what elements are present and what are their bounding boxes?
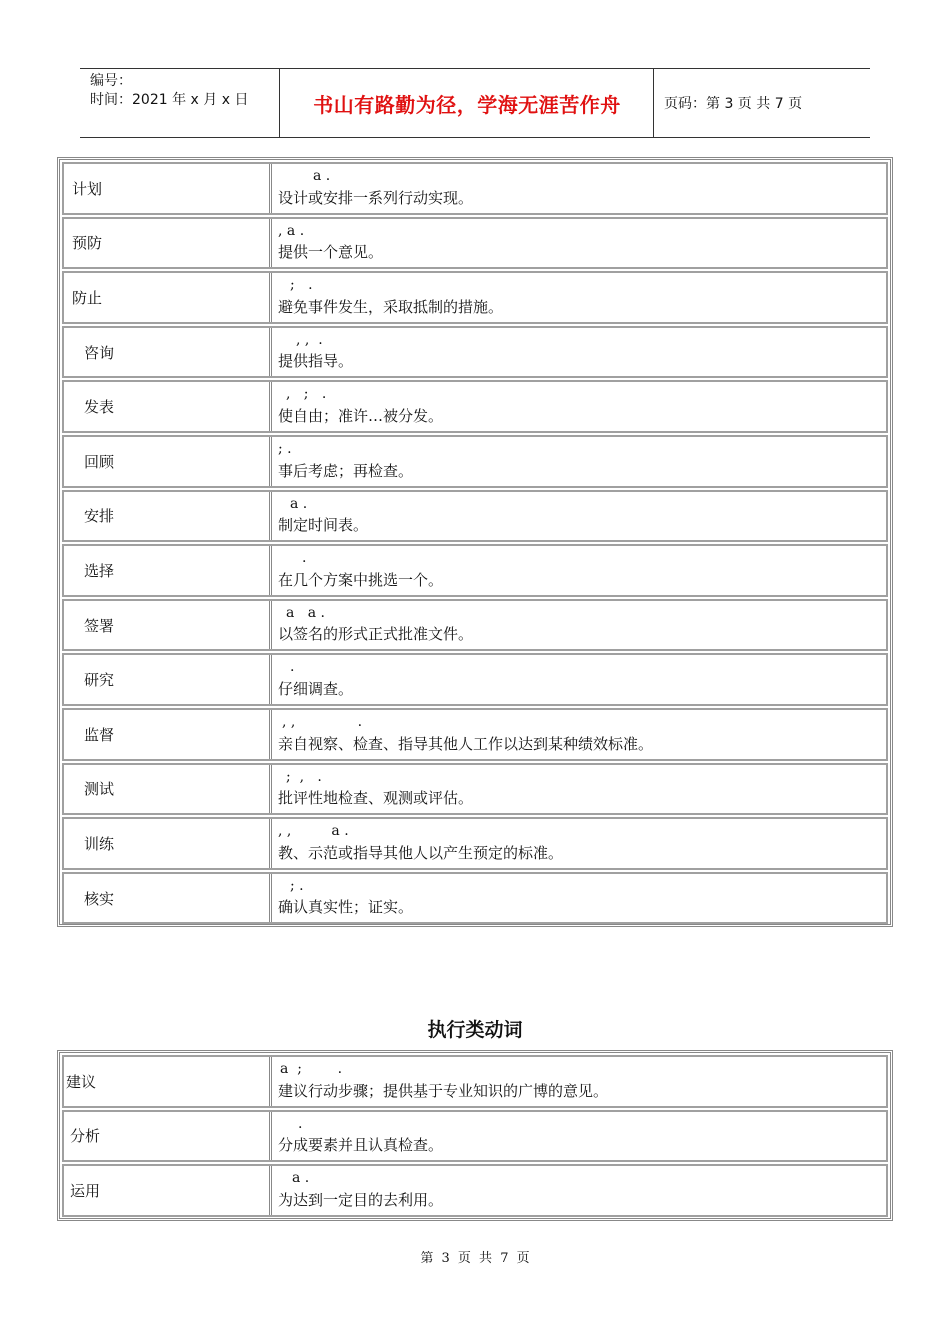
- table-row: [62, 380, 888, 433]
- chinese-definition: 避免事件发生，采取抵制的措施。: [278, 297, 504, 316]
- english-fragment: a .: [292, 1170, 310, 1187]
- header-motto: 书山有路勤为径，学海无涯苦作舟: [281, 69, 654, 137]
- term-label: 回顾: [64, 437, 272, 486]
- english-fragment: a .: [290, 495, 308, 512]
- term-label: 预防: [64, 219, 272, 268]
- chinese-definition: 以签名的形式正式批准文件。: [278, 625, 474, 644]
- english-fragment: ; .: [290, 277, 313, 294]
- term-label: 监督: [64, 710, 272, 759]
- chinese-definition: 提供指导。: [278, 352, 354, 371]
- page-footer: 第 3 页 共 7 页: [420, 1251, 530, 1266]
- english-fragment: .: [298, 1115, 303, 1132]
- english-fragment: , a .: [278, 222, 305, 239]
- english-fragment: .: [290, 659, 295, 676]
- english-fragment: a ; .: [280, 1061, 343, 1077]
- verb-table-2: [57, 1050, 893, 1221]
- table-row: [62, 326, 888, 379]
- term-label: 建议: [64, 1057, 272, 1106]
- english-fragment: , , .: [296, 331, 323, 348]
- chinese-definition: 建议行动步骤；提供基于专业知识的广博的意见。: [278, 1081, 609, 1100]
- table-row: [62, 544, 888, 597]
- table-row: [62, 708, 888, 761]
- term-label: 安排: [64, 492, 272, 541]
- definition-cell: [276, 328, 886, 377]
- table-row: [62, 1110, 888, 1163]
- definition-cell: [276, 819, 886, 868]
- table-row: [62, 1164, 888, 1217]
- definition-cell: [276, 164, 886, 213]
- term-label: 运用: [64, 1166, 272, 1215]
- number-label: 编号：: [90, 73, 132, 89]
- english-fragment: a .: [313, 168, 331, 184]
- definition-cell: [276, 874, 886, 923]
- definition-cell: [276, 546, 886, 595]
- english-fragment: a a .: [286, 604, 325, 621]
- chinese-definition: 教、示范或指导其他人以产生预定的标准。: [278, 843, 564, 862]
- table-row: [62, 162, 888, 215]
- page-header: [80, 68, 870, 138]
- definition-cell: [276, 710, 886, 759]
- chinese-definition: 确认真实性；证实。: [278, 898, 414, 917]
- header-page-info: 页码：第 3 页 共 7 页: [664, 96, 803, 112]
- english-fragment: ; .: [290, 877, 304, 894]
- definition-cell: [276, 655, 886, 704]
- table-row: [62, 817, 888, 870]
- table-row: [62, 872, 888, 925]
- definition-cell: [276, 765, 886, 814]
- table-row: [62, 1055, 888, 1108]
- table-row: [62, 653, 888, 706]
- english-fragment: .: [302, 550, 307, 567]
- table-row: [62, 435, 888, 488]
- chinese-definition: 批评性地检查、观测或评估。: [278, 789, 474, 808]
- definition-cell: [276, 601, 886, 650]
- chinese-definition: 事后考虑；再检查。: [278, 461, 414, 480]
- term-label: 签署: [64, 601, 272, 650]
- chinese-definition: 制定时间表。: [278, 516, 369, 535]
- definition-cell: [276, 492, 886, 541]
- chinese-definition: 使自由；准许…被分发。: [278, 406, 444, 425]
- definition-cell: [276, 273, 886, 322]
- definition-cell: [276, 1112, 886, 1161]
- english-fragment: , ; .: [286, 386, 327, 403]
- table-row: [62, 217, 888, 270]
- chinese-definition: 提供一个意见。: [278, 243, 384, 262]
- definition-cell: [276, 437, 886, 486]
- term-label: 研究: [64, 655, 272, 704]
- chinese-definition: 在几个方案中挑选一个。: [278, 570, 444, 589]
- term-label: 发表: [64, 382, 272, 431]
- chinese-definition: 分成要素并且认真检查。: [278, 1136, 444, 1155]
- english-fragment: ; , .: [286, 768, 322, 785]
- definition-cell: [276, 382, 886, 431]
- term-label: 分析: [64, 1112, 272, 1161]
- chinese-definition: 设计或安排一系列行动实现。: [278, 188, 474, 207]
- english-fragment: ; .: [278, 441, 292, 457]
- term-label: 选择: [64, 546, 272, 595]
- verb-table-1: [57, 157, 893, 927]
- header-meta: [80, 69, 280, 137]
- section-title: 执行类动词: [427, 1019, 523, 1041]
- english-fragment: , , a .: [278, 823, 349, 840]
- term-label: 核实: [64, 874, 272, 923]
- english-fragment: , , .: [282, 714, 363, 730]
- term-label: 计划: [64, 164, 272, 213]
- term-label: 防止: [64, 273, 272, 322]
- table-row: [62, 763, 888, 816]
- chinese-definition: 亲自视察、检查、指导其他人工作以达到某种绩效标准。: [278, 734, 654, 753]
- table-row: [62, 490, 888, 543]
- chinese-definition: 仔细调查。: [278, 679, 354, 698]
- definition-cell: [276, 1166, 886, 1215]
- definition-cell: [276, 219, 886, 268]
- table-row: [62, 271, 888, 324]
- term-label: 测试: [64, 765, 272, 814]
- time-label: 时间：2021 年 x 月 x 日: [90, 92, 249, 108]
- table-row: [62, 599, 888, 652]
- definition-cell: [276, 1057, 886, 1106]
- term-label: 咨询: [64, 328, 272, 377]
- chinese-definition: 为达到一定目的去利用。: [278, 1190, 444, 1209]
- term-label: 训练: [64, 819, 272, 868]
